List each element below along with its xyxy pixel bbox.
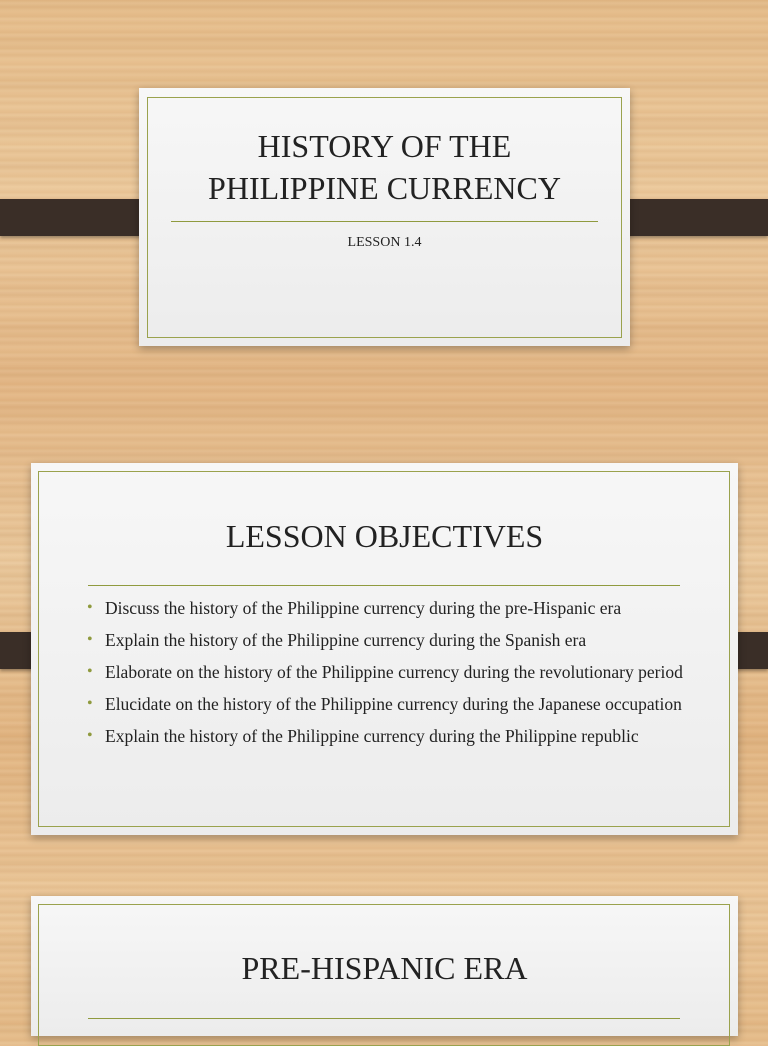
bullet-icon: •	[87, 727, 93, 744]
objective-item	[87, 724, 687, 748]
objective-item	[87, 692, 687, 716]
objective-text: Elaborate on the history of the Philippine currency during the revolutionary period	[105, 662, 683, 682]
bullet-icon: •	[87, 631, 93, 648]
objective-text: Elucidate on the history of the Philippine currency during the Japanese occupation	[105, 694, 682, 714]
bullet-icon: •	[87, 599, 93, 616]
pre-hispanic-divider	[88, 1018, 680, 1019]
bullet-icon: •	[87, 663, 93, 680]
objective-text: Explain the history of the Philippine currency during the Spanish era	[105, 630, 587, 650]
objective-item	[87, 596, 687, 620]
objective-text: Discuss the history of the Philippine currency during the pre-Hispanic era	[105, 598, 622, 618]
objectives-list	[87, 596, 687, 756]
objective-item	[87, 628, 687, 652]
strap-right-1	[612, 199, 768, 236]
objectives-slide	[31, 463, 738, 835]
title-divider	[171, 221, 598, 222]
slide-title-line1: HISTORY OF THE	[257, 128, 512, 164]
objectives-title: LESSON OBJECTIVES	[225, 518, 544, 554]
title-slide	[139, 88, 630, 346]
pre-hispanic-title: PRE-HISPANIC ERA	[241, 950, 528, 986]
pre-hispanic-slide	[31, 896, 738, 1036]
bullet-icon: •	[87, 695, 93, 712]
objective-text: Explain the history of the Philippine currency during the Philippine republic	[105, 726, 639, 746]
slide-title-line2: PHILIPPINE CURRENCY	[208, 170, 561, 206]
objectives-divider	[88, 585, 680, 586]
strap-left-1	[0, 199, 156, 236]
slide-subtitle: LESSON 1.4	[347, 235, 422, 250]
objective-item	[87, 660, 687, 684]
